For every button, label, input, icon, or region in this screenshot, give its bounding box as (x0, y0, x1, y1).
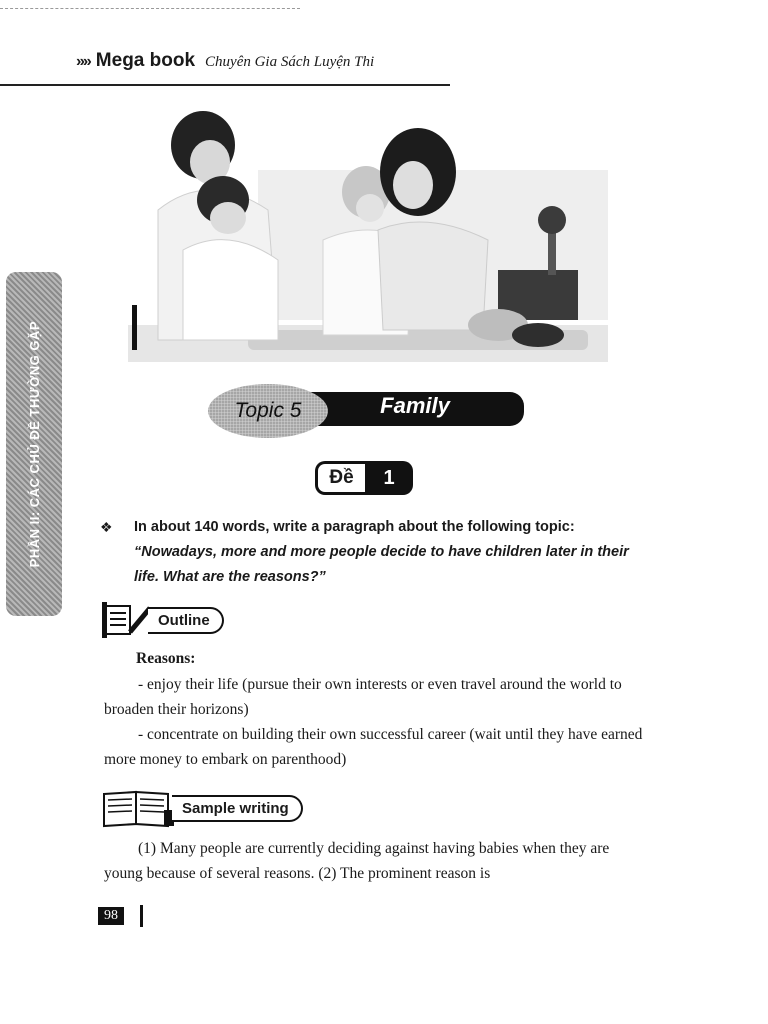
top-dashed-line (0, 8, 300, 9)
exercise-number: 1 (365, 461, 413, 495)
diamond-bullet-icon: ❖ (100, 521, 113, 536)
sample-writing-label: Sample writing (172, 795, 303, 822)
outline-item: - enjoy their life (pursue their own interests or even travel around the world to broaden their horizons) (104, 676, 622, 718)
topic-number-label: Topic 5 (234, 399, 302, 422)
page-header (76, 50, 374, 72)
task-prompt: “Nowadays, more and more people decide to have children later in their life. What are the reasons?” (134, 544, 629, 585)
sample-writing-heading (102, 788, 303, 828)
family-photo (128, 100, 608, 362)
side-tab (6, 272, 62, 616)
brand-arrows-icon: »» (76, 53, 90, 70)
page-number: 98 (98, 907, 124, 925)
brand-name: Mega book (95, 50, 196, 71)
reasons-title: Reasons: (136, 650, 196, 667)
topic-number-badge (208, 384, 328, 438)
brand-subtitle: Chuyên Gia Sách Luyện Thi (205, 54, 375, 70)
outline-heading (102, 602, 224, 638)
page-number-bar (140, 905, 143, 927)
exercise-badge (315, 461, 413, 495)
clipboard-pencil-icon (102, 602, 152, 638)
side-tab-label: PHẦN II: CÁC CHỦ ĐỀ THƯỜNG GẶP (26, 320, 42, 568)
sample-paragraph: (1) Many people are currently deciding against having babies when they are young because of several reasons. (2) The prominent reason is (104, 840, 610, 882)
outline-item: - concentrate on building their own successful career (wait until they have earned more money to embark on parenthood) (104, 726, 643, 768)
exercise-label: Đề (315, 461, 365, 495)
header-rule (0, 84, 450, 86)
task-instruction-text: In about 140 words, write a paragraph about the following topic: (134, 519, 575, 535)
task-instruction (134, 515, 654, 590)
open-book-icon (102, 788, 176, 828)
outline-heading-label: Outline (148, 607, 224, 634)
topic-title: Family (380, 393, 450, 418)
